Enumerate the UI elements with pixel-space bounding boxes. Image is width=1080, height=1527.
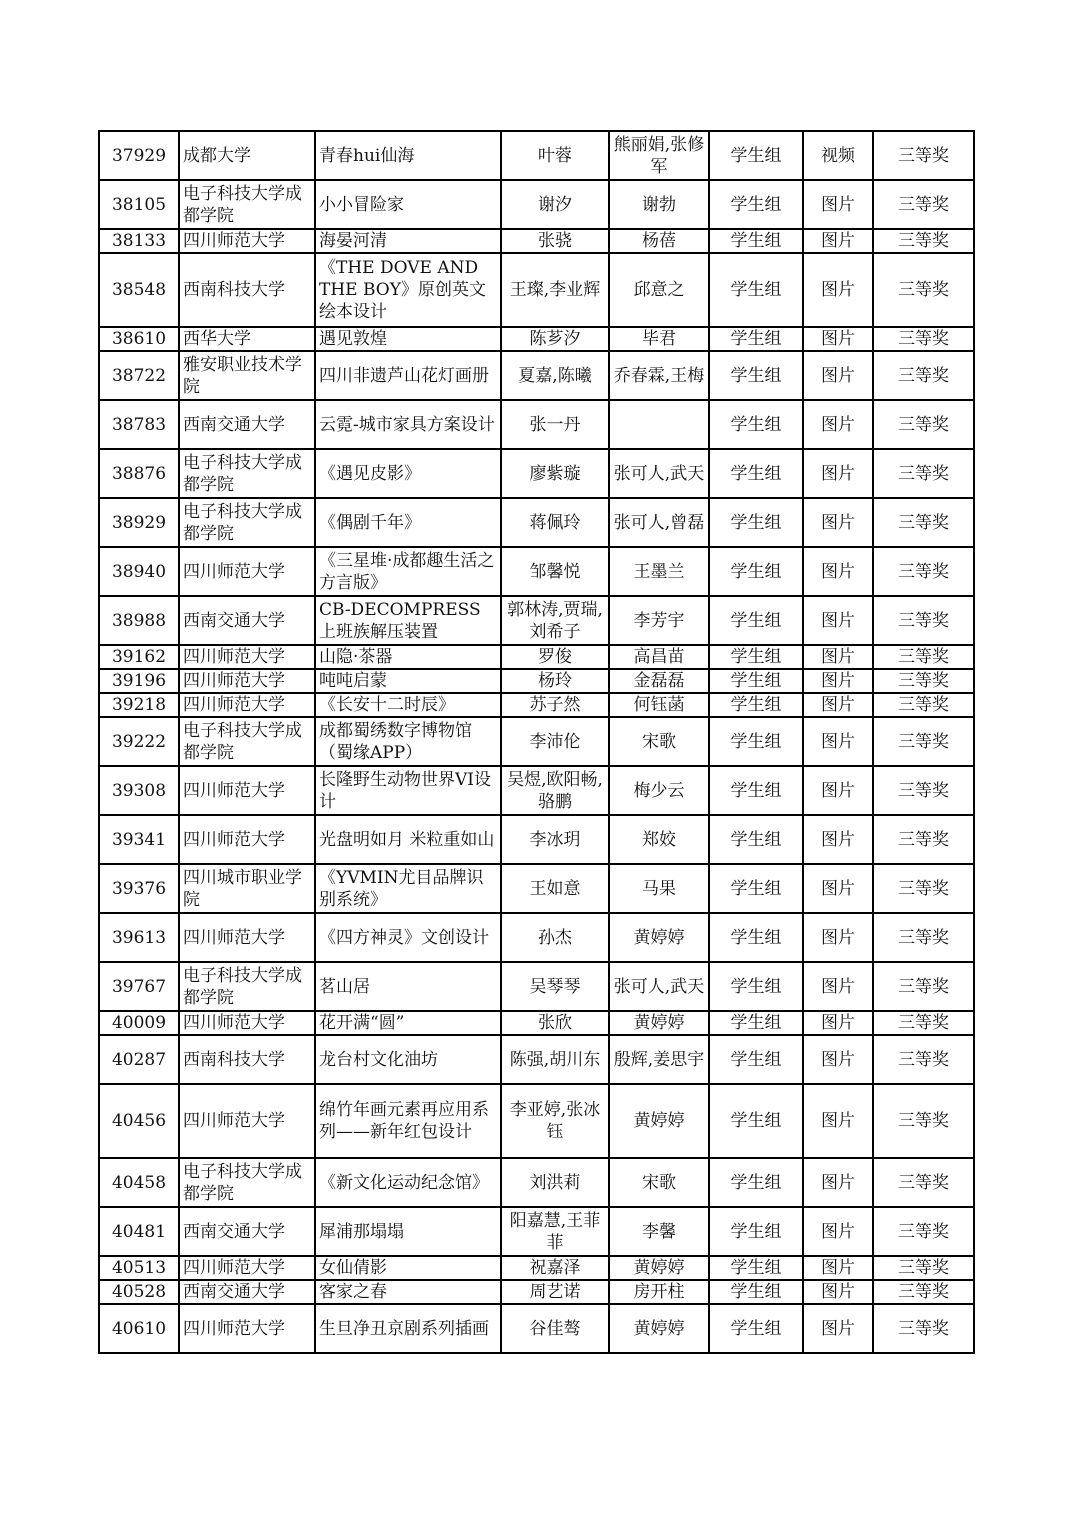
award-cell: 三等奖 [873, 1158, 974, 1207]
author-cell: 张一丹 [501, 400, 609, 449]
category-cell: 图片 [803, 962, 873, 1011]
group-cell: 学生组 [709, 1280, 803, 1304]
award-cell: 三等奖 [873, 327, 974, 351]
table-row [99, 180, 974, 229]
author-cell: 谷佳骜 [501, 1304, 609, 1353]
group-cell: 学生组 [709, 498, 803, 547]
work-title-cell: 光盘明如月 米粒重如山 [315, 815, 501, 864]
entry-id-cell: 39196 [99, 669, 179, 693]
entry-id-cell: 39308 [99, 766, 179, 815]
entry-id-cell: 40458 [99, 1158, 179, 1207]
work-title-cell: 花开满“圆” [315, 1011, 501, 1035]
school-cell: 四川师范大学 [179, 913, 315, 962]
table-row [99, 1304, 974, 1353]
group-cell: 学生组 [709, 693, 803, 717]
category-cell: 图片 [803, 669, 873, 693]
school-cell: 四川师范大学 [179, 547, 315, 596]
award-cell: 三等奖 [873, 645, 974, 669]
author-cell: 王如意 [501, 864, 609, 913]
group-cell: 学生组 [709, 547, 803, 596]
work-title-cell: 四川非遗芦山花灯画册 [315, 351, 501, 400]
award-cell: 三等奖 [873, 1207, 974, 1256]
advisor-cell: 王墨兰 [609, 547, 709, 596]
category-cell: 视频 [803, 131, 873, 180]
entry-id-cell: 38876 [99, 449, 179, 498]
school-cell: 成都大学 [179, 131, 315, 180]
category-cell: 图片 [803, 351, 873, 400]
entry-id-cell: 40513 [99, 1256, 179, 1280]
author-cell: 陈芗汐 [501, 327, 609, 351]
work-title-cell: 《遇见皮影》 [315, 449, 501, 498]
award-cell: 三等奖 [873, 693, 974, 717]
entry-id-cell: 39218 [99, 693, 179, 717]
category-cell: 图片 [803, 693, 873, 717]
work-title-cell: 客家之春 [315, 1280, 501, 1304]
group-cell: 学生组 [709, 669, 803, 693]
advisor-cell: 乔春霖,王梅 [609, 351, 709, 400]
award-cell: 三等奖 [873, 180, 974, 229]
award-cell: 三等奖 [873, 913, 974, 962]
advisor-cell: 房开柱 [609, 1280, 709, 1304]
entry-id-cell: 39376 [99, 864, 179, 913]
group-cell: 学生组 [709, 1207, 803, 1256]
table-row [99, 351, 974, 400]
award-cell: 三等奖 [873, 229, 974, 253]
work-title-cell: 吨吨启蒙 [315, 669, 501, 693]
entry-id-cell: 38548 [99, 253, 179, 327]
category-cell: 图片 [803, 400, 873, 449]
school-cell: 四川城市职业学院 [179, 864, 315, 913]
school-cell: 四川师范大学 [179, 815, 315, 864]
work-title-cell: 《THE DOVE AND THE BOY》原创英文绘本设计 [315, 253, 501, 327]
category-cell: 图片 [803, 1035, 873, 1084]
work-title-cell: CB-DECOMPRESS上班族解压装置 [315, 596, 501, 645]
author-cell: 孙杰 [501, 913, 609, 962]
work-title-cell: 《三星堆·成都趣生活之方言版》 [315, 547, 501, 596]
school-cell: 四川师范大学 [179, 229, 315, 253]
group-cell: 学生组 [709, 1035, 803, 1084]
group-cell: 学生组 [709, 913, 803, 962]
work-title-cell: 茗山居 [315, 962, 501, 1011]
category-cell: 图片 [803, 180, 873, 229]
author-cell: 郭林涛,贾瑞,刘希子 [501, 596, 609, 645]
work-title-cell: 绵竹年画元素再应用系列——新年红包设计 [315, 1084, 501, 1158]
advisor-cell: 李芳宇 [609, 596, 709, 645]
entry-id-cell: 38105 [99, 180, 179, 229]
author-cell: 邹馨悦 [501, 547, 609, 596]
advisor-cell: 张可人,武天 [609, 962, 709, 1011]
table-row [99, 1256, 974, 1280]
work-title-cell: 长隆野生动物世界VI设计 [315, 766, 501, 815]
entry-id-cell: 38940 [99, 547, 179, 596]
school-cell: 西南科技大学 [179, 1035, 315, 1084]
award-cell: 三等奖 [873, 547, 974, 596]
table-row [99, 717, 974, 766]
school-cell: 四川师范大学 [179, 1256, 315, 1280]
school-cell: 电子科技大学成都学院 [179, 1158, 315, 1207]
category-cell: 图片 [803, 1304, 873, 1353]
award-cell: 三等奖 [873, 498, 974, 547]
group-cell: 学生组 [709, 1158, 803, 1207]
advisor-cell: 何钰菡 [609, 693, 709, 717]
advisor-cell: 邱意之 [609, 253, 709, 327]
award-cell: 三等奖 [873, 449, 974, 498]
entry-id-cell: 40009 [99, 1011, 179, 1035]
author-cell: 蒋佩玲 [501, 498, 609, 547]
group-cell: 学生组 [709, 400, 803, 449]
advisor-cell: 郑姣 [609, 815, 709, 864]
school-cell: 四川师范大学 [179, 1304, 315, 1353]
advisor-cell: 宋歌 [609, 1158, 709, 1207]
entry-id-cell: 39613 [99, 913, 179, 962]
work-title-cell: 山隐·茶器 [315, 645, 501, 669]
award-cell: 三等奖 [873, 962, 974, 1011]
school-cell: 四川师范大学 [179, 1011, 315, 1035]
table-row [99, 253, 974, 327]
entry-id-cell: 38722 [99, 351, 179, 400]
advisor-cell: 张可人,武天 [609, 449, 709, 498]
work-title-cell: 《偶剧千年》 [315, 498, 501, 547]
award-cell: 三等奖 [873, 596, 974, 645]
school-cell: 西南交通大学 [179, 1280, 315, 1304]
group-cell: 学生组 [709, 229, 803, 253]
group-cell: 学生组 [709, 864, 803, 913]
award-cell: 三等奖 [873, 400, 974, 449]
school-cell: 西南交通大学 [179, 400, 315, 449]
advisor-cell [609, 400, 709, 449]
award-cell: 三等奖 [873, 131, 974, 180]
school-cell: 四川师范大学 [179, 693, 315, 717]
entry-id-cell: 38783 [99, 400, 179, 449]
entry-id-cell: 38610 [99, 327, 179, 351]
category-cell: 图片 [803, 864, 873, 913]
work-title-cell: 遇见敦煌 [315, 327, 501, 351]
work-title-cell: 《新文化运动纪念馆》 [315, 1158, 501, 1207]
school-cell: 西南交通大学 [179, 1207, 315, 1256]
work-title-cell: 《长安十二时辰》 [315, 693, 501, 717]
group-cell: 学生组 [709, 1011, 803, 1035]
author-cell: 杨玲 [501, 669, 609, 693]
award-cell: 三等奖 [873, 351, 974, 400]
group-cell: 学生组 [709, 351, 803, 400]
work-title-cell: 女仙倩影 [315, 1256, 501, 1280]
category-cell: 图片 [803, 1158, 873, 1207]
category-cell: 图片 [803, 717, 873, 766]
award-cell: 三等奖 [873, 864, 974, 913]
advisor-cell: 黄婷婷 [609, 1256, 709, 1280]
author-cell: 李冰玥 [501, 815, 609, 864]
advisor-cell: 黄婷婷 [609, 1084, 709, 1158]
author-cell: 刘洪莉 [501, 1158, 609, 1207]
award-cell: 三等奖 [873, 1280, 974, 1304]
advisor-cell: 李馨 [609, 1207, 709, 1256]
author-cell: 谢汐 [501, 180, 609, 229]
group-cell: 学生组 [709, 766, 803, 815]
group-cell: 学生组 [709, 1256, 803, 1280]
group-cell: 学生组 [709, 717, 803, 766]
author-cell: 罗俊 [501, 645, 609, 669]
table-row [99, 327, 974, 351]
category-cell: 图片 [803, 1256, 873, 1280]
school-cell: 电子科技大学成都学院 [179, 717, 315, 766]
group-cell: 学生组 [709, 131, 803, 180]
table-row [99, 449, 974, 498]
group-cell: 学生组 [709, 327, 803, 351]
entry-id-cell: 40287 [99, 1035, 179, 1084]
category-cell: 图片 [803, 1084, 873, 1158]
school-cell: 电子科技大学成都学院 [179, 498, 315, 547]
school-cell: 西南科技大学 [179, 253, 315, 327]
advisor-cell: 殷辉,姜思宇 [609, 1035, 709, 1084]
category-cell: 图片 [803, 1280, 873, 1304]
group-cell: 学生组 [709, 1084, 803, 1158]
entry-id-cell: 40481 [99, 1207, 179, 1256]
table-row [99, 498, 974, 547]
school-cell: 电子科技大学成都学院 [179, 180, 315, 229]
work-title-cell: 云霓-城市家具方案设计 [315, 400, 501, 449]
author-cell: 王璨,李业辉 [501, 253, 609, 327]
school-cell: 四川师范大学 [179, 645, 315, 669]
table-row [99, 1280, 974, 1304]
award-cell: 三等奖 [873, 1256, 974, 1280]
work-title-cell: 成都蜀绣数字博物馆（蜀缘APP） [315, 717, 501, 766]
author-cell: 陈强,胡川东 [501, 1035, 609, 1084]
table-row [99, 864, 974, 913]
table-row [99, 815, 974, 864]
work-title-cell: 《YVMIN尤目品牌识别系统》 [315, 864, 501, 913]
work-title-cell: 龙台村文化油坊 [315, 1035, 501, 1084]
entry-id-cell: 38988 [99, 596, 179, 645]
table-row [99, 1207, 974, 1256]
advisor-cell: 高昌苗 [609, 645, 709, 669]
award-cell: 三等奖 [873, 766, 974, 815]
entry-id-cell: 38929 [99, 498, 179, 547]
advisor-cell: 毕君 [609, 327, 709, 351]
award-cell: 三等奖 [873, 253, 974, 327]
school-cell: 西南交通大学 [179, 596, 315, 645]
advisor-cell: 金磊磊 [609, 669, 709, 693]
school-cell: 西华大学 [179, 327, 315, 351]
table-row [99, 1158, 974, 1207]
category-cell: 图片 [803, 1207, 873, 1256]
table-row [99, 547, 974, 596]
advisor-cell: 黄婷婷 [609, 1304, 709, 1353]
award-cell: 三等奖 [873, 717, 974, 766]
entry-id-cell: 39341 [99, 815, 179, 864]
advisor-cell: 杨蓓 [609, 229, 709, 253]
category-cell: 图片 [803, 253, 873, 327]
author-cell: 吴煜,欧阳畅,骆鹏 [501, 766, 609, 815]
entry-id-cell: 39767 [99, 962, 179, 1011]
category-cell: 图片 [803, 327, 873, 351]
author-cell: 张骁 [501, 229, 609, 253]
work-title-cell: 生旦净丑京剧系列插画 [315, 1304, 501, 1353]
work-title-cell: 小小冒险家 [315, 180, 501, 229]
school-cell: 四川师范大学 [179, 1084, 315, 1158]
school-cell: 雅安职业技术学院 [179, 351, 315, 400]
entry-id-cell: 37929 [99, 131, 179, 180]
entry-id-cell: 40456 [99, 1084, 179, 1158]
category-cell: 图片 [803, 596, 873, 645]
award-cell: 三等奖 [873, 1011, 974, 1035]
advisor-cell: 宋歌 [609, 717, 709, 766]
school-cell: 电子科技大学成都学院 [179, 449, 315, 498]
entry-id-cell: 38133 [99, 229, 179, 253]
award-cell: 三等奖 [873, 1084, 974, 1158]
group-cell: 学生组 [709, 645, 803, 669]
award-cell: 三等奖 [873, 1304, 974, 1353]
advisor-cell: 谢勃 [609, 180, 709, 229]
table-row [99, 131, 974, 180]
group-cell: 学生组 [709, 815, 803, 864]
work-title-cell: 青春hui仙海 [315, 131, 501, 180]
advisor-cell: 熊丽娟,张修军 [609, 131, 709, 180]
award-cell: 三等奖 [873, 1035, 974, 1084]
table-row [99, 1011, 974, 1035]
author-cell: 周艺诺 [501, 1280, 609, 1304]
advisor-cell: 黄婷婷 [609, 913, 709, 962]
table-row [99, 1084, 974, 1158]
category-cell: 图片 [803, 449, 873, 498]
table-row [99, 913, 974, 962]
entry-id-cell: 40528 [99, 1280, 179, 1304]
author-cell: 叶蓉 [501, 131, 609, 180]
category-cell: 图片 [803, 1011, 873, 1035]
author-cell: 李亚婷,张冰钰 [501, 1084, 609, 1158]
entry-id-cell: 40610 [99, 1304, 179, 1353]
advisor-cell: 黄婷婷 [609, 1011, 709, 1035]
table-row [99, 229, 974, 253]
table-row [99, 962, 974, 1011]
group-cell: 学生组 [709, 1304, 803, 1353]
category-cell: 图片 [803, 547, 873, 596]
group-cell: 学生组 [709, 180, 803, 229]
author-cell: 张欣 [501, 1011, 609, 1035]
author-cell: 阳嘉慧,王菲菲 [501, 1207, 609, 1256]
category-cell: 图片 [803, 498, 873, 547]
table-row [99, 596, 974, 645]
table-row [99, 1035, 974, 1084]
award-cell: 三等奖 [873, 815, 974, 864]
entry-id-cell: 39162 [99, 645, 179, 669]
table-row [99, 766, 974, 815]
entry-id-cell: 39222 [99, 717, 179, 766]
table-row [99, 645, 974, 669]
group-cell: 学生组 [709, 962, 803, 1011]
school-cell: 四川师范大学 [179, 766, 315, 815]
work-title-cell: 犀浦那塌塌 [315, 1207, 501, 1256]
author-cell: 李沛伦 [501, 717, 609, 766]
category-cell: 图片 [803, 815, 873, 864]
advisor-cell: 梅少云 [609, 766, 709, 815]
award-table [98, 130, 975, 1354]
category-cell: 图片 [803, 229, 873, 253]
group-cell: 学生组 [709, 449, 803, 498]
category-cell: 图片 [803, 766, 873, 815]
work-title-cell: 海晏河清 [315, 229, 501, 253]
author-cell: 廖紫璇 [501, 449, 609, 498]
table-row [99, 693, 974, 717]
author-cell: 吴琴琴 [501, 962, 609, 1011]
work-title-cell: 《四方神灵》文创设计 [315, 913, 501, 962]
advisor-cell: 马果 [609, 864, 709, 913]
advisor-cell: 张可人,曾磊 [609, 498, 709, 547]
table-row [99, 669, 974, 693]
author-cell: 苏子然 [501, 693, 609, 717]
group-cell: 学生组 [709, 253, 803, 327]
award-cell: 三等奖 [873, 669, 974, 693]
category-cell: 图片 [803, 645, 873, 669]
school-cell: 电子科技大学成都学院 [179, 962, 315, 1011]
author-cell: 夏嘉,陈曦 [501, 351, 609, 400]
table-row [99, 400, 974, 449]
school-cell: 四川师范大学 [179, 669, 315, 693]
category-cell: 图片 [803, 913, 873, 962]
group-cell: 学生组 [709, 596, 803, 645]
author-cell: 祝嘉泽 [501, 1256, 609, 1280]
